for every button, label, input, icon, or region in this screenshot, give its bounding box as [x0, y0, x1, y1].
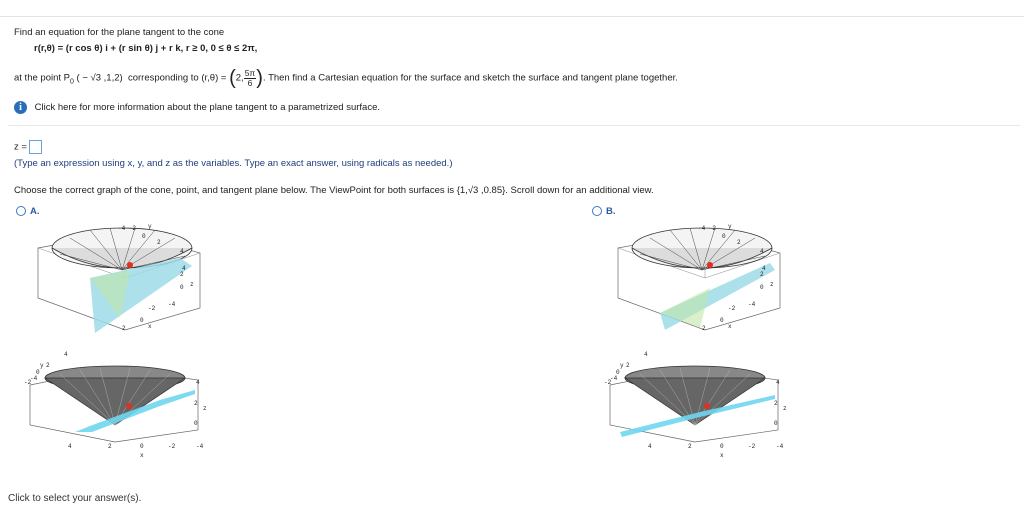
svg-text:2: 2 [194, 400, 198, 407]
svg-text:-2: -2 [748, 443, 756, 450]
svg-text:0: 0 [36, 369, 40, 376]
svg-text:y: y [728, 223, 732, 230]
option-b-top-graph[interactable] [600, 350, 790, 460]
rtheta-denominator: 6 [247, 77, 253, 88]
svg-text:4: 4 [648, 443, 652, 450]
parametric-equation: r(r,θ) = (r cos θ) i + (r sin θ) j + r k, r ≥ 0, 0 ≤ θ ≤ 2π, [34, 43, 258, 54]
svg-text:0: 0 [720, 443, 724, 450]
svg-text:2: 2 [702, 325, 706, 332]
svg-text:-4: -4 [168, 301, 176, 308]
svg-text:-2: -2 [168, 443, 176, 450]
svg-text:2: 2 [122, 325, 126, 332]
rtheta-fraction [244, 69, 257, 88]
top-divider [0, 16, 1024, 17]
svg-text:4: 4 [182, 265, 186, 272]
svg-text:-2: -2 [148, 305, 156, 312]
point-text: at the point P [14, 72, 70, 84]
svg-text:0: 0 [760, 284, 764, 291]
option-b-label: B. [606, 206, 616, 217]
info-icon: i [14, 101, 27, 114]
option-a-side-graph[interactable] [30, 218, 215, 346]
svg-text:2: 2 [760, 271, 764, 278]
rtheta-r: 2, [235, 72, 244, 84]
svg-text:0: 0 [140, 443, 144, 450]
svg-text:-2: -2 [604, 379, 612, 386]
question-intro: Find an equation for the plane tangent to the cone [14, 27, 225, 38]
corresponding-text: corresponding to (r,θ) = [127, 72, 227, 84]
svg-text:2: 2 [46, 362, 50, 369]
svg-text:4: 4 [196, 379, 200, 386]
svg-text:z: z [770, 281, 774, 288]
svg-text:4: 4 [760, 248, 764, 255]
svg-text:x: x [140, 452, 144, 459]
tangent-point-marker [127, 262, 133, 268]
svg-text:z: z [190, 281, 194, 288]
info-link-text[interactable]: Click here for more information about the plane tangent to a parametrized surface. [34, 102, 380, 113]
option-a-label: A. [30, 206, 40, 217]
svg-text:0: 0 [140, 317, 144, 324]
svg-text:2: 2 [688, 443, 692, 450]
svg-text:-4: -4 [196, 443, 204, 450]
svg-text:0: 0 [774, 420, 778, 427]
svg-text:-2: -2 [728, 305, 736, 312]
svg-text:0: 0 [720, 317, 724, 324]
svg-text:2: 2 [774, 400, 778, 407]
radio-icon [16, 206, 26, 216]
point-line: at the point $P_0$ ( − √3 ,1,2) corresponding to (r,θ) = (2, $\frac{5\pi}{6}$ ). Then find a Cartesian equation for the surface and sketch the surface and tangent plane together. [14, 67, 678, 89]
svg-text:4: 4 [776, 379, 780, 386]
svg-text:x: x [148, 323, 152, 330]
svg-text:y: y [40, 362, 44, 369]
svg-text:-2: -2 [24, 379, 32, 386]
svg-text:-4: -4 [30, 375, 38, 382]
point-subscript: 0 [69, 78, 74, 86]
answer-hint: (Type an expression using x, y, and z as the variables. Type an exact answer, using radicals as needed.) [14, 158, 453, 169]
svg-text:z: z [203, 405, 207, 412]
svg-text:-4: -4 [610, 375, 618, 382]
answer-input[interactable] [29, 140, 42, 154]
svg-text:0: 0 [616, 369, 620, 376]
svg-text:4: 4 [762, 265, 766, 272]
svg-text:x: x [720, 452, 724, 459]
svg-text:0: 0 [722, 233, 726, 240]
svg-text:2: 2 [737, 239, 741, 246]
footer-instruction: Click to select your answer(s). [8, 493, 142, 504]
svg-text:y: y [620, 362, 624, 369]
svg-text:2: 2 [108, 443, 112, 450]
svg-text:0: 0 [142, 233, 146, 240]
option-b-side-graph[interactable] [610, 218, 795, 346]
svg-text:-4 -2: -4 -2 [118, 225, 137, 232]
svg-text:y: y [148, 223, 152, 230]
svg-text:-4 -2: -4 -2 [698, 225, 717, 232]
svg-text:-4: -4 [776, 443, 784, 450]
svg-text:2: 2 [180, 271, 184, 278]
svg-text:4: 4 [68, 443, 72, 450]
option-a-top-graph[interactable] [20, 350, 210, 460]
info-link[interactable] [14, 101, 380, 114]
svg-text:-4: -4 [748, 301, 756, 308]
answer-row [14, 140, 42, 154]
point-coords: ( − √3 ,1,2) [76, 72, 123, 84]
option-b-radio[interactable] [592, 206, 616, 217]
left-paren: ( [229, 67, 236, 89]
svg-text:4: 4 [644, 351, 648, 358]
svg-text:4: 4 [180, 248, 184, 255]
svg-text:0: 0 [180, 284, 184, 291]
section-divider [8, 125, 1020, 126]
radio-icon [592, 206, 602, 216]
option-a-radio[interactable] [16, 206, 40, 217]
svg-text:4: 4 [64, 351, 68, 358]
then-text: Then find a Cartesian equation for the surface and sketch the surface and tangent plane together. [268, 72, 678, 84]
svg-text:2: 2 [626, 362, 630, 369]
svg-text:x: x [728, 323, 732, 330]
svg-text:z: z [783, 405, 787, 412]
svg-text:2: 2 [157, 239, 161, 246]
svg-text:0: 0 [194, 420, 198, 427]
choose-instructions: Choose the correct graph of the cone, point, and tangent plane below. The ViewPoint for both surfaces is {1,√3 ,0.85}. Scroll down for an additional view. [14, 185, 654, 196]
rtheta-numerator: 5π [244, 67, 256, 78]
right-paren: ) [256, 67, 263, 89]
answer-prefix: z = [14, 141, 27, 153]
